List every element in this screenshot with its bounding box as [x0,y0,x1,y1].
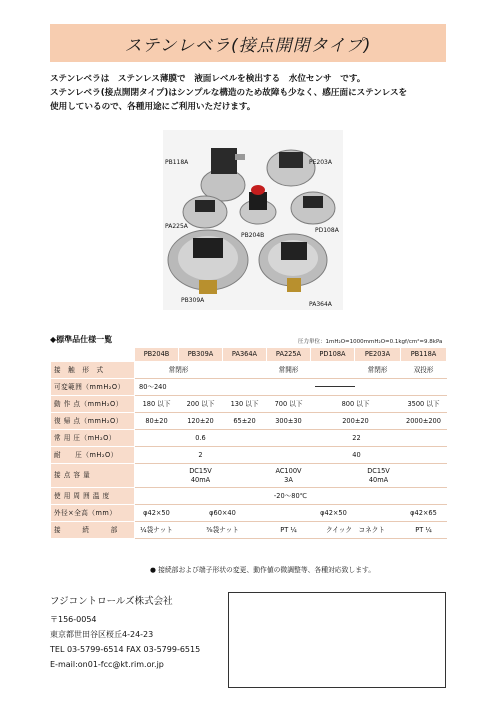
blank-box [228,592,446,688]
table-header-row [51,348,447,362]
table-row [51,488,447,505]
title-band [50,24,446,62]
cell-line: DC15V [367,466,390,475]
table-cell: 130 以下 [223,396,267,413]
intro-text [50,72,450,114]
table-cell: PT ¼ [267,522,311,539]
header-blank-cell [51,348,135,362]
table-cell: 0.6 [135,430,267,447]
table-cell: 双投形 [401,362,447,379]
table-row [51,522,447,539]
label-pa364a: PA364A [309,301,332,308]
row-label: 接 続 部 [51,522,135,539]
table-cell: φ42×65 [401,505,447,522]
table-cell: 200±20 [311,413,401,430]
table-row [51,464,447,488]
cell-line: 40mA [190,475,211,484]
dash-line [315,386,355,387]
intro-line-3: 使用しているので、各種用途にご利用いただけます。 [50,102,256,112]
table-cell: 22 [267,430,447,447]
model-header: PD108A [311,348,355,362]
table-cell: 300±30 [267,413,311,430]
cell-line: AC100V [275,466,302,475]
table-cell: 800 以下 [311,396,401,413]
cell-line: 3A [284,475,293,484]
row-label: 接 触 形 式 [51,362,135,379]
company-email: E-mail:on01-fcc@kt.rim.or.jp [50,660,164,669]
cell-line: 40mA [368,475,389,484]
page-title: ステンレベラ(接点開閉タイプ) [124,35,372,56]
company-info [50,594,200,672]
row-label: 接 点 容 量 [51,464,135,488]
company-address: 東京都世田谷区桜丘4-24-23 [50,630,154,639]
table-cell: 700 以下 [267,396,311,413]
row-label: 外径×全高（mm） [51,505,135,522]
label-pb204b: PB204B [241,232,265,239]
table-cell: 65±20 [223,413,267,430]
intro-line-1: ステンレベラは ステンレス薄膜で 液面レベルを検出する 水位センサ です。 [50,74,366,84]
table-cell: ¼袋ナット [135,522,179,539]
table-cell: 2 [135,447,267,464]
table-row [51,379,447,396]
row-label: 復 帰 点（mmH₂O） [51,413,135,430]
row-label: 使 用 周 囲 温 度 [51,488,135,505]
table-cell: φ42×50 [267,505,401,522]
table-cell [223,379,447,396]
table-cell: 3500 以下 [401,396,447,413]
label-pb309a: PB309A [181,297,205,304]
model-header: PB118A [401,348,447,362]
table-cell: -20～80℃ [135,488,447,505]
model-header: PB204B [135,348,179,362]
table-row [51,413,447,430]
model-header: PE203A [355,348,401,362]
table-cell: 180 以下 [135,396,179,413]
table-row [51,362,447,379]
table-cell: 80±20 [135,413,179,430]
table-cell: PT ¼ [401,522,447,539]
table-cell: 40 [267,447,447,464]
company-zip: 〒156-0054 [50,615,97,624]
row-label: 耐 圧（mH₂O） [51,447,135,464]
table-row [51,447,447,464]
table-cell: ⅜袋ナット [179,522,267,539]
table-cell: 常開形 [223,362,355,379]
spec-table [50,347,447,539]
footnote: ● 接続部および端子形状の変更、動作値の微調整等、各種対応致します。 [150,566,376,574]
unit-note: 圧力単位：1mH₂O=1000mmH₂O=0.1kgf/cm²=9.8kPa [298,339,443,345]
label-pe203a: PE203A [309,159,332,166]
row-label: 可変範囲（mmH₂O） [51,379,135,396]
cell-line: DC15V [189,466,212,475]
table-cell [267,464,311,488]
table-cell [135,464,267,488]
label-pd108a: PD108A [315,227,339,234]
table-cell [311,464,447,488]
table-cell: 120±20 [179,413,223,430]
row-label: 動 作 点（mmH₂O） [51,396,135,413]
table-cell: クイック コネクト [311,522,401,539]
table-cell: 常閉形 [135,362,223,379]
table-cell: 常閉形 [355,362,401,379]
spec-heading: ◆標準品仕様一覧 [50,335,113,344]
model-header: PB309A [179,348,223,362]
label-pb118a: PB118A [165,159,189,166]
table-cell: φ60×40 [179,505,267,522]
table-cell: 200 以下 [179,396,223,413]
model-header: PA364A [223,348,267,362]
table-row [51,430,447,447]
table-cell: 2000±200 [401,413,447,430]
product-photo [163,130,343,310]
row-label: 常 用 圧（mH₂O） [51,430,135,447]
label-pa225a: PA225A [165,223,188,230]
company-tel-fax: TEL 03-5799-6514 FAX 03-5799-6515 [50,645,201,654]
table-row [51,505,447,522]
table-cell: φ42×50 [135,505,179,522]
table-row [51,396,447,413]
table-cell: 80～240 [135,379,223,396]
company-name: フジコントロールズ株式会社 [50,596,173,607]
model-header: PA225A [267,348,311,362]
intro-line-2: ステンレベラ(接点開閉タイプ)はシンプルな構造のため故障も少なく、感圧面にステンレスを [50,88,408,98]
